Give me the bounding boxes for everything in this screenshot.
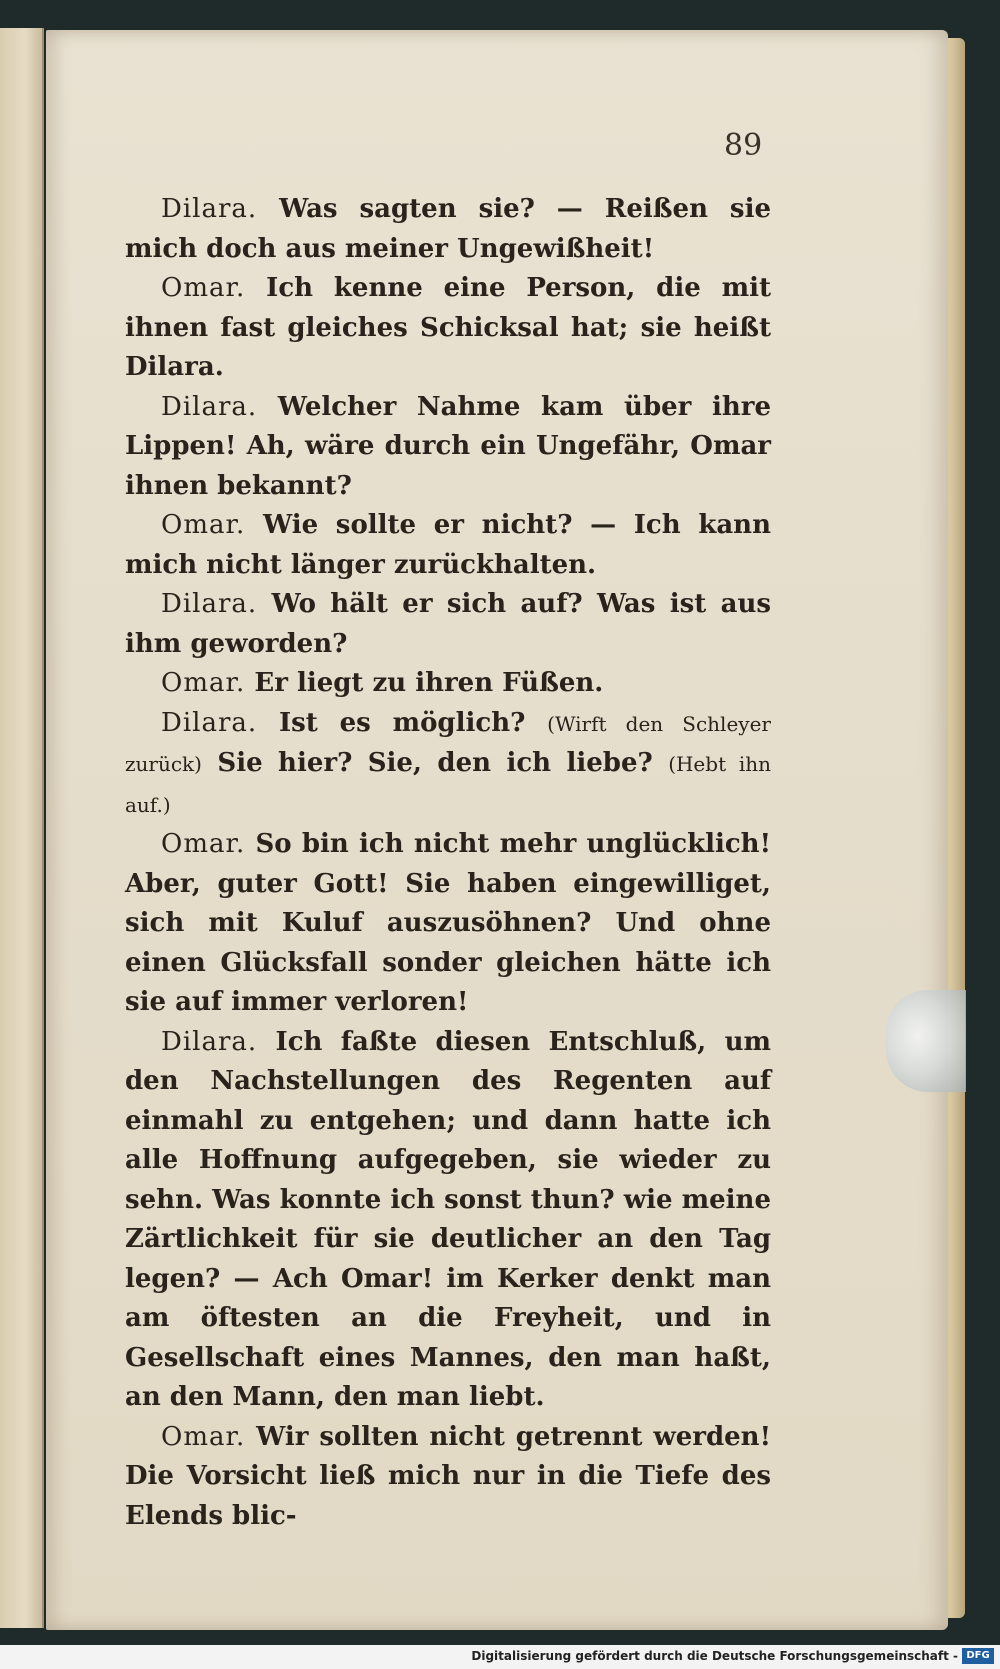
footer-bar	[0, 1645, 1000, 1669]
speaker-name: Omar.	[161, 510, 246, 540]
paragraph	[125, 664, 771, 704]
dialogue-text: Ich faßte diesen Entschluß, um den Nachstellungen des Regenten auf einmahl zu entgehen; und dann hatte ich alle Hoffnung aufgegeben, sie wieder zu sehn. Was konnte ich sonst thun? wie meine Zärtlichkeit für sie deutlicher an den Tag legen? — Ach Omar! im Kerker denkt man am öftesten an die Freyheit, und in Gesellschaft eines Mannes, den man haßt, an den Mann, den man liebt.	[125, 1026, 771, 1412]
paragraph	[125, 585, 771, 664]
dialogue-text: Ich kenne eine Person, die mit ihnen fast gleiches Schicksal hat; sie heißt Dilara.	[125, 273, 771, 382]
page-clip	[886, 990, 966, 1092]
paragraph	[125, 704, 771, 826]
paragraph	[125, 269, 771, 388]
paragraph	[125, 388, 771, 507]
stage-direction: (Wirft den Schleyer zurück)	[125, 711, 771, 776]
speaker-name: Omar.	[161, 829, 246, 859]
speaker-name: Dilara.	[161, 391, 258, 422]
paragraph	[125, 1418, 771, 1537]
speaker-name: Omar.	[161, 273, 246, 303]
speaker-name: Omar.	[161, 668, 246, 698]
speaker-name: Dilara.	[161, 589, 258, 619]
page-number: 89	[724, 128, 763, 163]
speaker-name: Dilara.	[161, 707, 258, 738]
dfg-logo: DFG	[962, 1648, 994, 1664]
speaker-name: Omar.	[161, 1421, 246, 1452]
paragraph	[125, 1023, 771, 1418]
dialogue-text: Wie sollte er nicht? — Ich kann mich nicht länger zurückhalten.	[125, 510, 771, 580]
dialogue-text: So bin ich nicht mehr unglücklich! Aber, guter Gott! Sie haben eingewilliget, sich mit Kuluf auszusöhnen? Und ohne einen Glücksfall sonder gleichen hätte ich sie auf immer verloren!	[125, 829, 771, 1017]
dialogue-text: Ist es möglich?	[278, 707, 526, 738]
funding-credit: Digitalisierung gefördert durch die Deutsche Forschungsgemeinschaft -	[471, 1649, 958, 1663]
left-page-edge	[0, 28, 44, 1628]
dialogue-text: Wir sollten nicht getrennt werden! Die Vorsicht ließ mich nur in die Tiefe des Elends blic-	[125, 1421, 771, 1531]
dialogue-text: Wo hält er sich auf? Was ist aus ihm geworden?	[125, 589, 771, 659]
dialogue-text: Sie hier? Sie, den ich liebe?	[217, 748, 653, 778]
dialogue-text: Welcher Nahme kam über ihre Lippen! Ah, wäre durch ein Ungefähr, Omar ihnen bekannt?	[125, 391, 771, 501]
speaker-name: Dilara.	[161, 1026, 258, 1057]
dialogue-text: Er liegt zu ihren Füßen.	[254, 668, 604, 698]
paragraph	[125, 825, 771, 1023]
paragraph	[125, 190, 771, 269]
page-text	[125, 190, 771, 1536]
paragraph	[125, 506, 771, 585]
speaker-name: Dilara.	[161, 194, 258, 224]
stage-direction: (Hebt ihn auf.)	[125, 752, 771, 817]
dialogue-text: Was sagten sie? — Reißen sie mich doch aus meiner Ungewißheit!	[125, 194, 771, 264]
